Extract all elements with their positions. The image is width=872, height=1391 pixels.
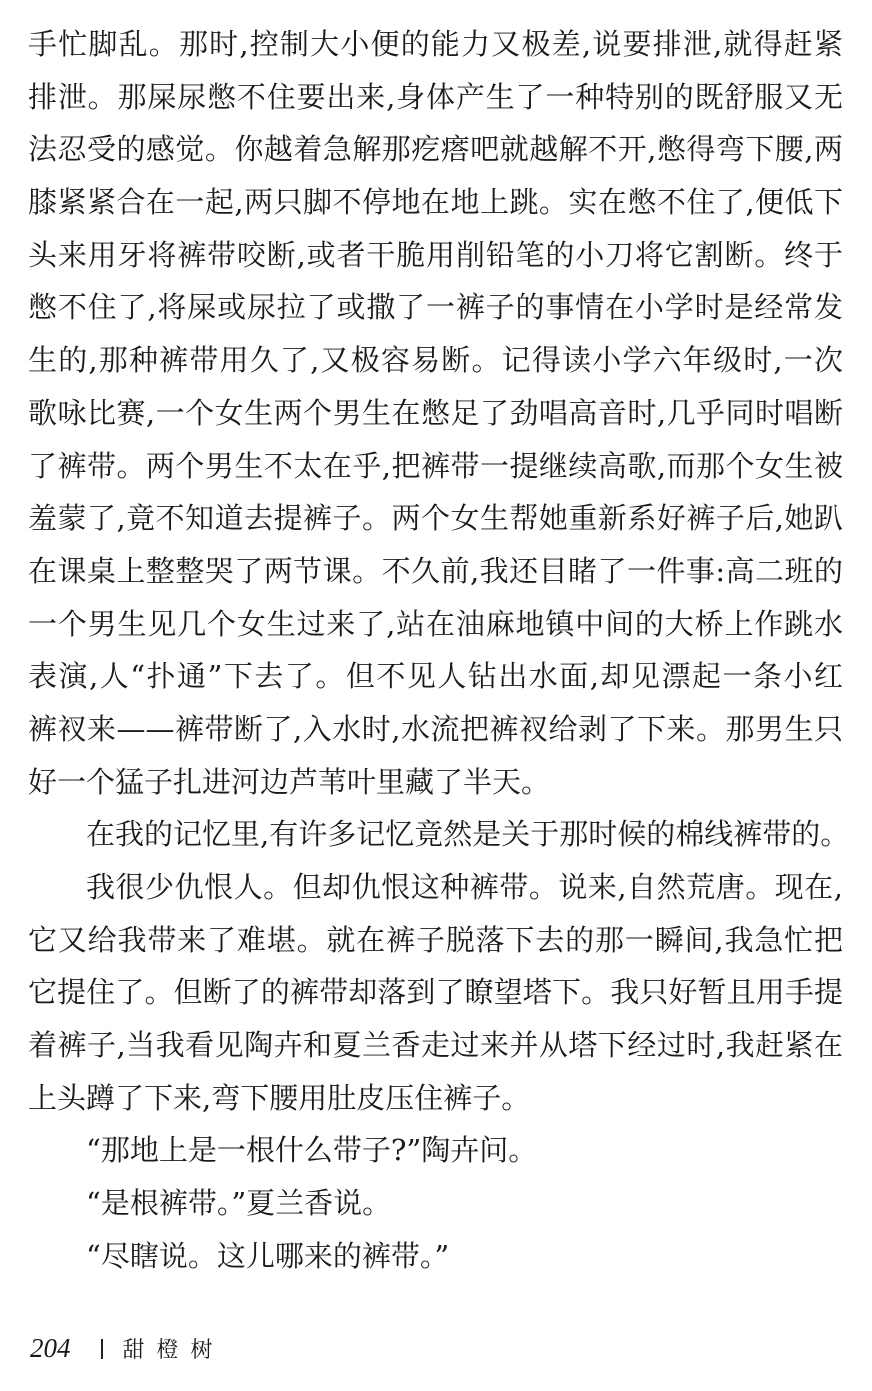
text-line: 手忙脚乱。那时,控制大小便的能力又极差,说要排泄,就得赶紧 [28,27,843,61]
text-line: 在我的记忆里,有许多记忆竟然是关于那时候的棉线裤带的。 [86,817,850,852]
page-number: 204 [30,1333,71,1363]
text-line: 一个男生见几个女生过来了,站在油麻地镇中间的大桥上作跳水 [28,606,843,641]
text-line: “那地上是一根什么带子?”陶卉问。 [86,1133,538,1168]
text-line: 上头蹲了下来,弯下腰用肚皮压住裤子。 [28,1080,531,1115]
text-line: 头来用牙将裤带咬断,或者干脆用削铅笔的小刀将它割断。终于 [28,237,843,272]
book-title: 甜橙树 [122,1338,225,1363]
text-line: 表演,人“扑通”下去了。但不见人钻出水面,却见漂起一条小红 [28,659,843,694]
text-line: 法忍受的感觉。你越着急解那疙瘩吧就越解不开,憋得弯下腰,两 [28,132,843,167]
text-line: 我很少仇恨人。但却仇恨这种裤带。说来,自然荒唐。现在, [86,870,843,904]
text-line: 了裤带。两个男生不太在乎,把裤带一提继续高歌,而那个女生被 [28,448,843,483]
text-line: 裤衩来——裤带断了,入水时,水流把裤衩给剥了下来。那男生只 [28,711,843,746]
text-line: 憋不住了,将屎或尿拉了或撒了一裤子的事情在小学时是经常发 [28,290,843,325]
text-line: 着裤子,当我看见陶卉和夏兰香走过来并从塔下经过时,我赶紧在 [28,1028,843,1063]
text-line: 歌咏比赛,一个女生两个男生在憋足了劲唱高音时,几乎同时唱断 [28,395,843,430]
text-line: 好一个猛子扎进河边芦苇叶里藏了半天。 [28,764,551,799]
text-line: “是根裤带。”夏兰香说。 [86,1186,392,1221]
text-line: 膝紧紧合在一起,两只脚不停地在地上跳。实在憋不住了,便低下 [28,185,843,220]
text-line: 羞蒙了,竟不知道去提裤子。两个女生帮她重新系好裤子后,她趴 [28,501,843,536]
text-line: 生的,那种裤带用久了,又极容易断。记得读小学六年级时,一次 [28,343,843,378]
text-line: “尽瞎说。这儿哪来的裤带。” [86,1238,450,1273]
text-line: 排泄。那屎尿憋不住要出来,身体产生了一种特别的既舒服又无 [28,79,843,114]
footer-divider [101,1339,103,1359]
page-body [28,18,850,1283]
page-footer [30,1333,225,1364]
text-line: 它提住了。但断了的裤带却落到了瞭望塔下。我只好暂且用手提 [28,975,843,1010]
text-line: 它又给我带来了难堪。就在裤子脱落下去的那一瞬间,我急忙把 [28,922,843,957]
text-line: 在课桌上整整哭了两节课。不久前,我还目睹了一件事:高二班的 [28,553,843,588]
